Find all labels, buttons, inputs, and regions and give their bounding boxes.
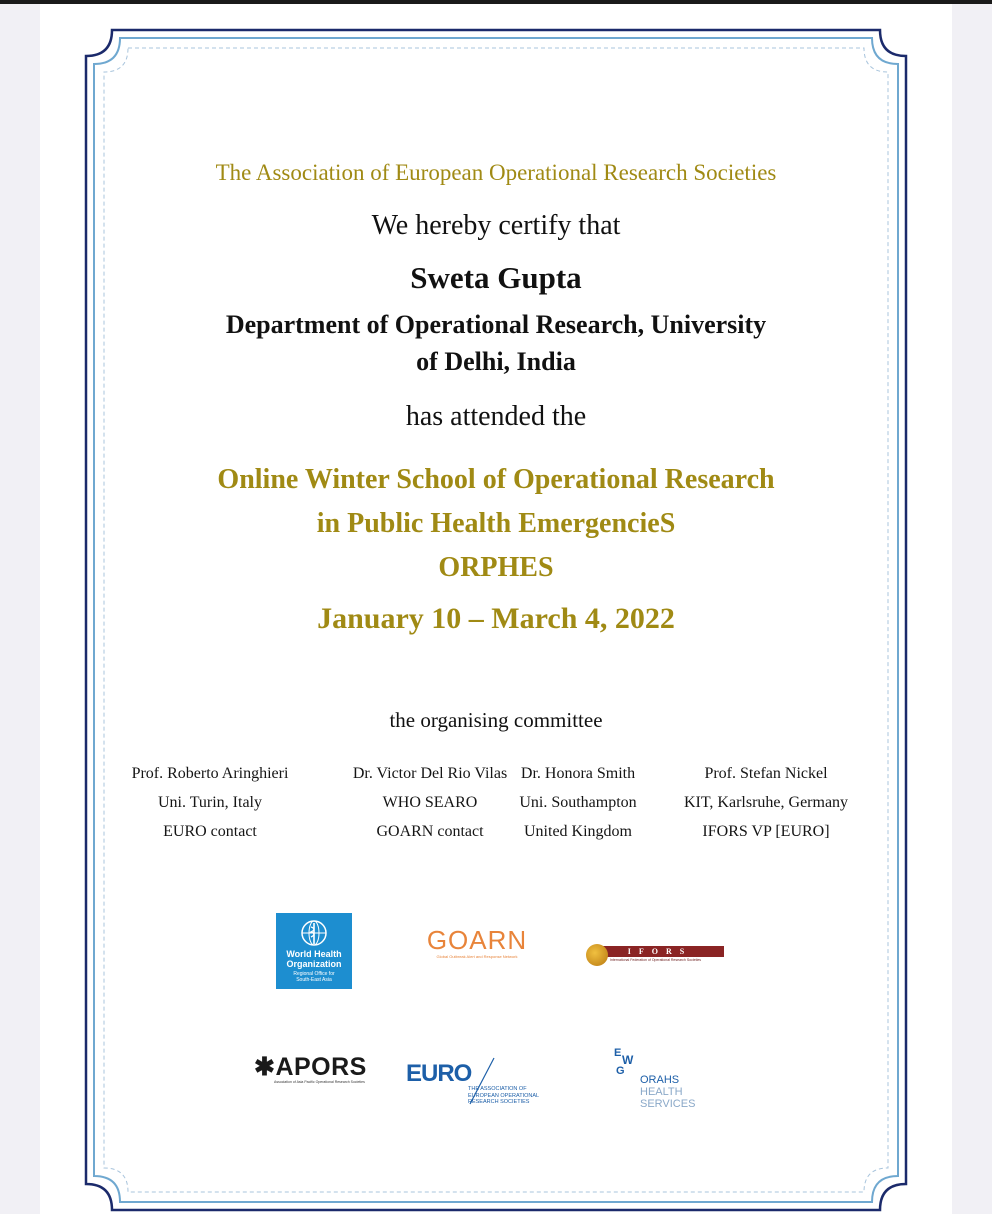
certify-line: We hereby certify that	[371, 210, 621, 241]
member-name: Prof. Stefan Nickel	[704, 765, 828, 782]
member-affiliation: Uni. Southampton	[519, 794, 637, 811]
goarn-wordmark: GOARN	[426, 925, 528, 955]
left-margin	[0, 4, 40, 1214]
school-title-line-1: Online Winter School of Operational Research	[217, 464, 775, 495]
apors-subtitle: Association of Asia Pacific Operational Research Societies	[274, 1080, 365, 1084]
globe-icon	[586, 944, 608, 966]
right-margin	[952, 4, 992, 1214]
department-line-1: Department of Operational Research, University	[225, 310, 767, 339]
certificate-content	[40, 4, 952, 1214]
member-name: Dr. Victor Del Rio Vilas	[352, 765, 508, 782]
orahs-logo	[612, 1044, 712, 1118]
ifors-logo	[586, 944, 726, 970]
ifors-wordmark: IFORS	[596, 946, 724, 957]
member-affiliation: KIT, Karlsruhe, Germany	[683, 794, 849, 811]
committee-heading: the organising committee	[389, 708, 603, 732]
committee-member	[92, 759, 328, 846]
member-name: Prof. Roberto Aringhieri	[131, 765, 289, 782]
goarn-logo	[422, 926, 532, 960]
member-affiliation: WHO SEARO	[382, 794, 478, 811]
svg-text:G: G	[616, 1065, 625, 1077]
who-name: World Health Organization	[286, 949, 342, 969]
who-region: Regional Office for South-East Asia	[293, 971, 335, 983]
school-acronym: ORPHES	[438, 552, 554, 583]
attended-line: has attended the	[405, 401, 587, 432]
school-title-line-2: in Public Health EmergencieS	[316, 508, 676, 539]
recipient-name: Sweta Gupta	[410, 260, 582, 295]
ewg-monogram-icon	[612, 1044, 642, 1078]
committee-member	[650, 759, 882, 846]
member-role: IFORS VP [EURO]	[702, 823, 830, 840]
svg-text:E: E	[614, 1047, 622, 1059]
euro-subtitle: THE ASSOCIATION OF EUROPEAN OPERATIONAL RESEARCH SOCIETIES	[468, 1086, 540, 1105]
orahs-text: ORAHS HEALTH SERVICES	[640, 1074, 696, 1110]
school-dates: January 10 – March 4, 2022	[317, 602, 675, 635]
member-role: EURO contact	[163, 823, 257, 840]
member-role: United Kingdom	[524, 823, 632, 840]
apors-logo	[254, 1054, 374, 1085]
apors-wordmark: ✱APORS	[254, 1053, 367, 1081]
euro-logo	[406, 1056, 556, 1116]
certificate-page	[40, 4, 952, 1214]
department-line-2: of Delhi, India	[416, 347, 576, 376]
ifors-subtitle: International Federation of Operational Research Societies	[610, 958, 702, 962]
organization-name: The Association of European Operational Research Societies	[215, 160, 777, 185]
member-role: GOARN contact	[376, 823, 484, 840]
euro-wordmark: EURO	[406, 1060, 472, 1087]
committee-member	[488, 759, 668, 846]
who-logo	[276, 913, 352, 989]
member-affiliation: Uni. Turin, Italy	[157, 794, 262, 811]
member-name: Dr. Honora Smith	[520, 765, 636, 782]
svg-text:W: W	[622, 1053, 634, 1067]
who-emblem-icon	[300, 919, 328, 947]
goarn-subtitle: Global Outbreak Alert and Response Network	[436, 954, 518, 959]
